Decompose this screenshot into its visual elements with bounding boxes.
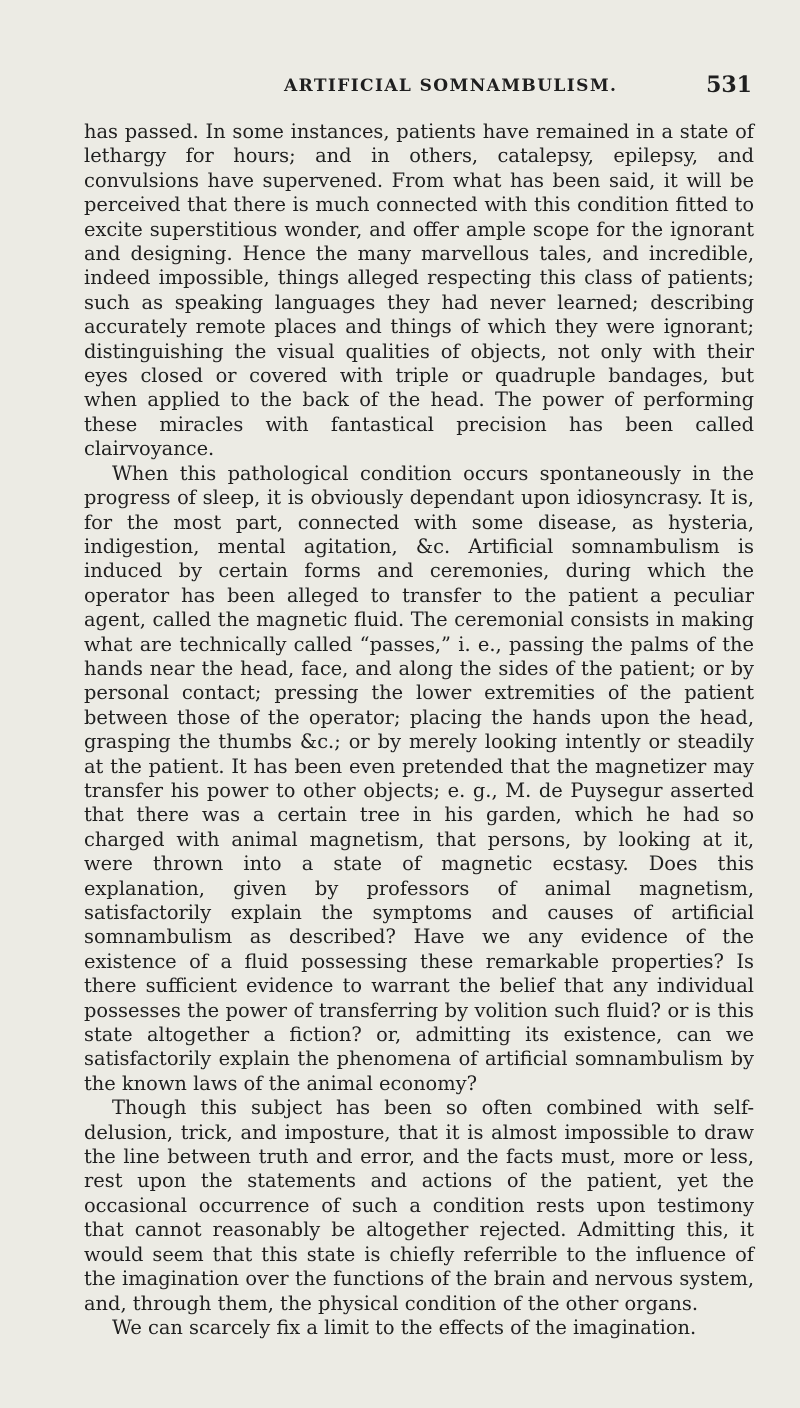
paragraph: Though this subject has been so often combined with self-delusion, trick, and imposture, that it is almost impossible to draw the line between truth and error, and the facts must, more or less, rest upon the statements and actions of the patient, yet the occasional occurrence of such a condition rests upon testimony that cannot reasonably be altogether rejected. Admitting this, it would seem that this state is chiefly referrible to the influence of the imagination over the functions of the brain and nervous system, and, through them, the physical condition of the other organs. [84,1096,754,1315]
body-text [84,120,754,1340]
page-number: 531 [706,72,752,98]
page-header [84,72,754,106]
paragraph: has passed. In some instances, patients have remained in a state of lethargy for hours; and in others, catalepsy, epilepsy, and convulsions have supervened. From what has been said, it will be perceived that there is much connected with this condition fitted to excite superstitious wonder, and offer ample scope for the ignorant and designing. Hence the many marvellous tales, and incredible, indeed impossible, things alleged respecting this class of patients; such as speaking languages they had never learned; describing accurately remote places and things of which they were ignorant; distinguishing the visual qualities of objects, not only with their eyes closed or covered with triple or quadruple bandages, but when applied to the back of the head. The power of performing these miracles with fantastical precision has been called clairvoyance. [84,120,754,461]
paragraph: When this pathological condition occurs spontaneously in the progress of sleep, it is obviously dependant upon idiosyncrasy. It is, for the most part, connected with some disease, as hysteria, indigestion, mental agitation, &c. Artificial somnambulism is induced by certain forms and ceremonies, during which the operator has been alleged to transfer to the patient a peculiar agent, called the magnetic fluid. The ceremonial consists in making what are technically called “passes,” i. e., passing the palms of the hands near the head, face, and along the sides of the patient; or by personal contact; pressing the lower extremities of the patient between those of the operator; placing the hands upon the head, grasping the thumbs &c.; or by merely looking intently or steadily at the patient. It has been even pretended that the magnetizer may transfer his power to other objects; e. g., M. de Puysegur asserted that there was a certain tree in his garden, which he had so charged with animal magnetism, that persons, by looking at it, were thrown into a state of magnetic ecstasy. Does this explanation, given by professors of animal magnetism, satisfactorily explain the symptoms and causes of artificial somnambulism as described? Have we any evidence of the existence of a fluid possessing these remarkable properties? Is there sufficient evidence to warrant the belief that any individual possesses the power of transferring by volition such fluid? or is this state altogether a fiction? or, admitting its existence, can we satisfactorily explain the phenomena of artificial somnambulism by the known laws of the animal economy? [84,461,754,1095]
paragraph: We can scarcely fix a limit to the effects of the imagination. [112,1315,697,1339]
running-title: ARTIFICIAL SOMNAMBULISM. [284,76,618,96]
